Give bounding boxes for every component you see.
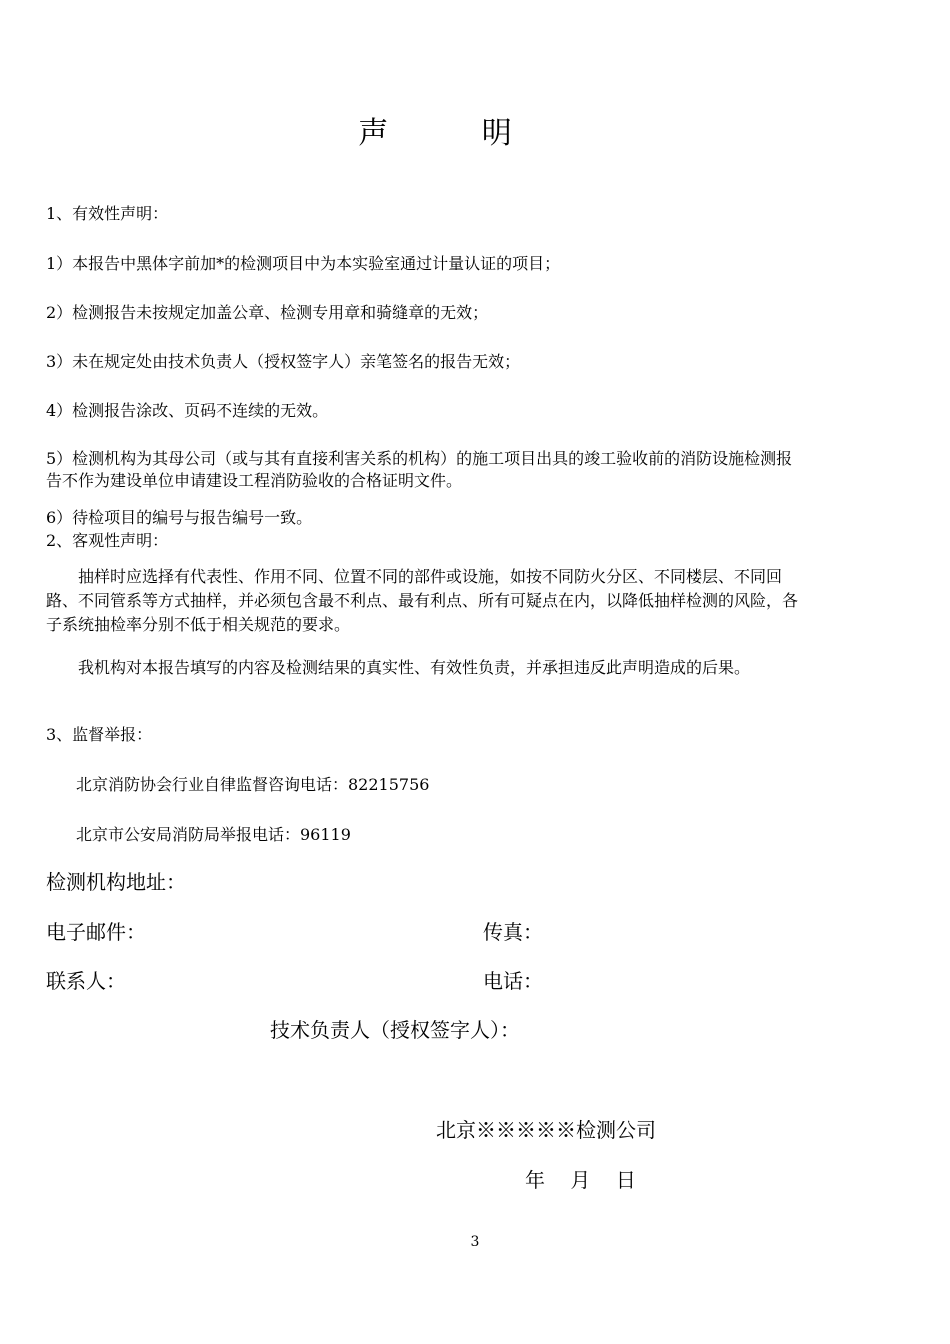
section3-heading: 3、监督举报： bbox=[46, 725, 153, 744]
complaint-hotline-association: 北京消防协会行业自律监督咨询电话：82215756 bbox=[76, 775, 430, 794]
section1-item-2: 2）检测报告未按规定加盖公章、检测专用章和骑缝章的无效； bbox=[46, 303, 489, 322]
section1-item-5: 5）检测机构为其母公司（或与其有直接利害关系的机构）的施工项目出具的竣工验收前的消防设施检测报告不作为建设单位申请建设工程消防验收的合格证明文件。 bbox=[46, 449, 793, 490]
page-number: 3 bbox=[470, 1234, 480, 1250]
section1-item-6: 6）待检项目的编号与报告编号一致。 bbox=[46, 508, 313, 527]
page-title: 声 明 bbox=[358, 116, 554, 151]
complaint-hotline-fire-bureau: 北京市公安局消防局举报电话：96119 bbox=[76, 825, 351, 844]
section2-heading: 2、客观性声明： bbox=[46, 531, 169, 550]
signature-date: 年 月 日 bbox=[525, 1168, 636, 1192]
contact-person-label: 联系人： bbox=[46, 969, 126, 993]
section1-item-3: 3）未在规定处由技术负责人（授权签字人）亲笔签名的报告无效； bbox=[46, 352, 521, 371]
phone-label: 电话： bbox=[483, 969, 543, 993]
section1-heading: 1、有效性声明： bbox=[46, 204, 169, 223]
signer-label: 技术负责人（授权签字人）： bbox=[270, 1018, 520, 1042]
fax-label: 传真： bbox=[483, 920, 543, 944]
section1-item-4: 4）检测报告涂改、页码不连续的无效。 bbox=[46, 401, 329, 420]
company-name: 北京※※※※※检测公司 bbox=[436, 1118, 656, 1142]
email-label: 电子邮件： bbox=[46, 920, 146, 944]
section2-paragraph-1: 抽样时应选择有代表性、作用不同、位置不同的部件或设施，如按不同防火分区、不同楼层、不同回路、不同管系等方式抽样，并必须包含最不利点、最有利点、所有可疑点在内，以降低抽样检测的风险，各子系统抽检率分别不低于相关规范的要求。 bbox=[46, 567, 799, 634]
section1-item-1: 1）本报告中黑体字前加*的检测项目中为本实验室通过计量认证的项目； bbox=[46, 254, 561, 273]
section2-paragraph-2: 我机构对本报告填写的内容及检测结果的真实性、有效性负责，并承担违反此声明造成的后果。 bbox=[78, 658, 751, 677]
address-label: 检测机构地址： bbox=[46, 870, 186, 894]
